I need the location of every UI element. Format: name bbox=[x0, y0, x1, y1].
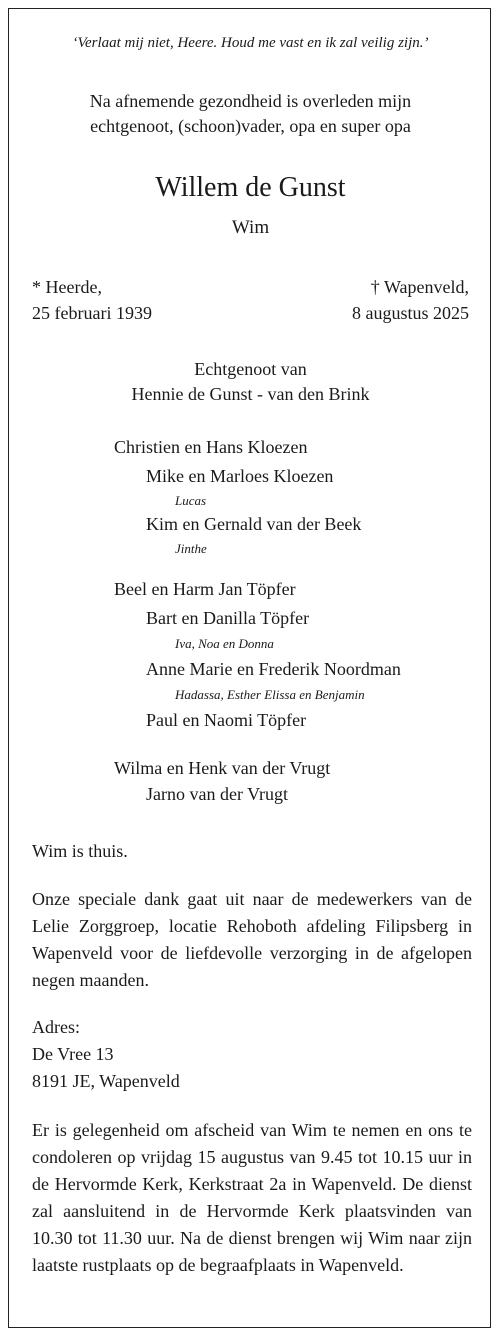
announcement-frame bbox=[8, 8, 491, 1328]
spouse-label: Echtgenoot van bbox=[194, 359, 307, 379]
family-child: Jarno van der Vrugt bbox=[146, 784, 289, 804]
address-label: Adres: bbox=[32, 1017, 80, 1037]
family-parent: Beel en Harm Jan Töpfer bbox=[114, 579, 296, 599]
family-child: Anne Marie en Frederik Noordman bbox=[146, 659, 401, 679]
deceased-nickname: Wim bbox=[231, 217, 270, 238]
intro-line-2: echtgenoot, (schoon)vader, opa en super opa bbox=[90, 116, 411, 136]
family-parent: Christien en Hans Kloezen bbox=[114, 437, 308, 457]
family-parent: Wilma en Henk van der Vrugt bbox=[114, 758, 331, 778]
spouse-name: Hennie de Gunst - van den Brink bbox=[131, 384, 370, 404]
deceased-name: Willem de Gunst bbox=[155, 172, 346, 203]
death-place: † Wapenveld, bbox=[370, 277, 469, 297]
family-grandchildren: Hadassa, Esther Elissa en Benjamin bbox=[175, 687, 365, 702]
home-note: Wim is thuis. bbox=[32, 841, 128, 861]
birth-date: 25 februari 1939 bbox=[32, 303, 152, 323]
bible-quote: ‘Verlaat mij niet, Heere. Houd me vast en ik zal veilig zijn.’ bbox=[72, 35, 429, 51]
address-street: De Vree 13 bbox=[32, 1044, 114, 1064]
birth-place: * Heerde, bbox=[32, 277, 102, 297]
family-grandchildren: Jinthe bbox=[175, 541, 207, 556]
family-grandchildren: Iva, Noa en Donna bbox=[175, 636, 274, 651]
family-child: Kim en Gernald van der Beek bbox=[146, 514, 362, 534]
thanks-paragraph: Onze speciale dank gaat uit naar de medewerkers van de Lelie Zorggroep, locatie Rehoboth afdeling Filipsberg in Wapenveld voor de liefdevolle verzorging in de afgelopen negen maanden. bbox=[32, 889, 472, 990]
farewell-paragraph: Er is gelegenheid om afscheid van Wim te nemen en ons te condoleren op vrijdag 15 augustus van 9.45 tot 10.15 uur in de Hervormde Kerk, Kerkstraat 2a in Wapenveld. De dienst zal aansluitend in de Hervormde Kerk plaatsvinden van 10.30 tot 11.30 uur. Na de dienst brengen wij Wim naar zijn laatste rustplaats op de begraafplaats in Wapenveld. bbox=[32, 1120, 472, 1275]
family-child: Paul en Naomi Töpfer bbox=[146, 710, 307, 730]
death-date: 8 augustus 2025 bbox=[352, 303, 469, 323]
address-city: 8191 JE, Wapenveld bbox=[32, 1071, 180, 1091]
family-child: Mike en Marloes Kloezen bbox=[146, 466, 334, 486]
intro-line-1: Na afnemende gezondheid is overleden mijn bbox=[89, 91, 412, 111]
family-grandchildren: Lucas bbox=[175, 493, 207, 508]
family-child: Bart en Danilla Töpfer bbox=[146, 608, 310, 628]
